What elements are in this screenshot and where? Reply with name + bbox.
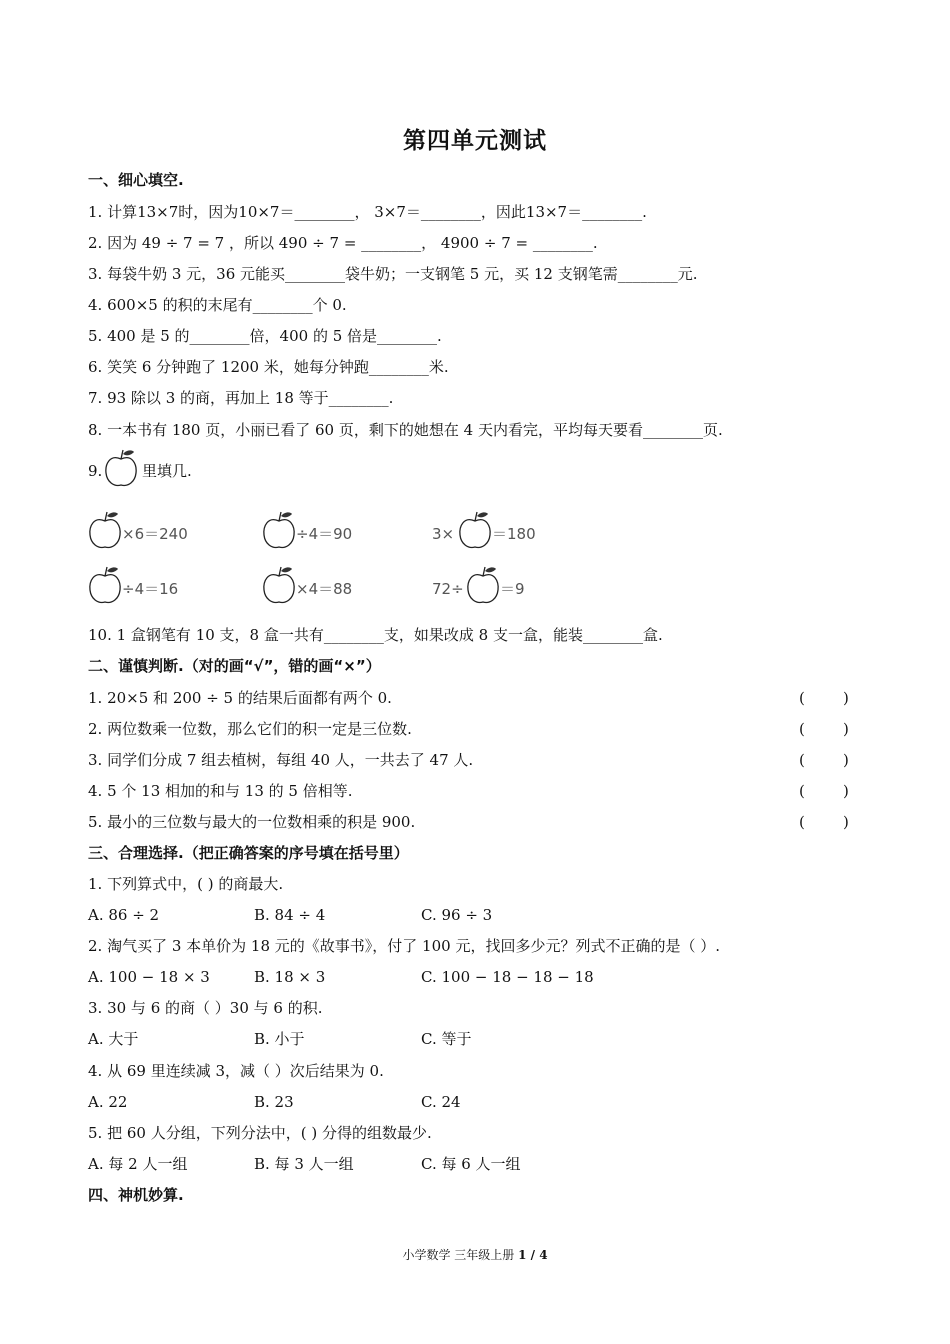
choice-option-b[interactable]: B. 18 × 3: [254, 968, 326, 986]
choice-option-b[interactable]: B. 小于: [254, 1030, 305, 1048]
fill-question-7: 7. 93 除以 3 的商，再加上 18 等于________.: [88, 389, 394, 407]
choice-option-c[interactable]: C. 等于: [421, 1030, 472, 1048]
choice-option-b[interactable]: B. 84 ÷ 4: [254, 906, 326, 924]
apple-icon: [458, 510, 492, 550]
choice-question-1: 1. 下列算式中，( ) 的商最大.: [88, 875, 284, 893]
fill-question-8: 8. 一本书有 180 页，小丽已看了 60 页，剩下的她想在 4 天内看完，平均每天要看________页.: [88, 421, 723, 439]
answer-parentheses[interactable]: ( ): [799, 689, 849, 707]
choice-question-2: 2. 淘气买了 3 本单价为 18 元的《故事书》，付了 100 元，找回多少元？列式不正确的是（ ）.: [88, 937, 720, 955]
apple-icon: [466, 565, 500, 605]
apple-equation-4: ÷4＝16: [122, 580, 179, 598]
judge-question-1: 1. 20×5 和 200 ÷ 5 的结果后面都有两个 0.: [88, 689, 392, 707]
choice-question-4: 4. 从 69 里连续减 3，减（ ）次后结果为 0.: [88, 1062, 384, 1080]
fill-question-9-text: 里填几.: [142, 462, 192, 480]
fill-question-4: 4. 600×5 的积的末尾有________个 0.: [88, 296, 347, 314]
page-number: 1 / 4: [518, 1248, 548, 1262]
fill-question-3: 3. 每袋牛奶 3 元，36 元能买________袋牛奶；一支钢笔 5 元，买 12 支钢笔需________元.: [88, 265, 698, 283]
apple-equation-3-prefix: 3×: [432, 525, 455, 543]
choice-option-a[interactable]: A. 86 ÷ 2: [88, 906, 160, 924]
answer-parentheses[interactable]: ( ): [799, 813, 849, 831]
fill-question-1: 1. 计算13×7时，因为10×7＝________， 3×7＝________，因此13×7＝________.: [88, 203, 647, 221]
choice-option-c[interactable]: C. 每 6 人一组: [421, 1155, 521, 1173]
fill-question-6: 6. 笑笑 6 分钟跑了 1200 米，她每分钟跑________米.: [88, 358, 449, 376]
fill-question-2: 2. 因为 49 ÷ 7 = 7 ，所以 490 ÷ 7 = ________， 4900 ÷ 7 = ________.: [88, 234, 598, 252]
choice-option-a[interactable]: A. 每 2 人一组: [88, 1155, 188, 1173]
choice-option-a[interactable]: A. 大于: [88, 1030, 139, 1048]
answer-parentheses[interactable]: ( ): [799, 782, 849, 800]
apple-icon: [88, 510, 122, 550]
choice-question-3: 3. 30 与 6 的商（ ）30 与 6 的积.: [88, 999, 323, 1017]
choice-option-c[interactable]: C. 24: [421, 1093, 461, 1111]
judge-question-3: 3. 同学们分成 7 组去植树，每组 40 人，一共去了 47 人.: [88, 751, 474, 769]
judge-question-2: 2. 两位数乘一位数，那么它们的积一定是三位数.: [88, 720, 412, 738]
apple-equation-3: ＝180: [492, 525, 536, 543]
apple-equation-5: ×4＝88: [296, 580, 353, 598]
section-heading-fill: 一、细心填空.: [88, 171, 184, 189]
choice-option-b[interactable]: B. 23: [254, 1093, 294, 1111]
apple-icon: [262, 510, 296, 550]
section-heading-calc: 四、神机妙算.: [88, 1186, 184, 1204]
choice-option-a[interactable]: A. 100 − 18 × 3: [88, 968, 210, 986]
fill-question-5: 5. 400 是 5 的________倍，400 的 5 倍是________.: [88, 327, 442, 345]
apple-equation-1: ×6＝240: [122, 525, 188, 543]
apple-equation-6: ＝9: [500, 580, 525, 598]
choice-option-c[interactable]: C. 96 ÷ 3: [421, 906, 493, 924]
choice-question-5: 5. 把 60 人分组，下列分法中，( ) 分得的组数最少.: [88, 1124, 432, 1142]
apple-icon: [104, 448, 138, 488]
choice-option-a[interactable]: A. 22: [88, 1093, 128, 1111]
fill-question-9-number: 9.: [88, 462, 103, 480]
section-heading-choice: 三、合理选择.（把正确答案的序号填在括号里）: [88, 844, 409, 862]
judge-question-5: 5. 最小的三位数与最大的一位数相乘的积是 900.: [88, 813, 416, 831]
section-heading-judge: 二、谨慎判断.（对的画“√”，错的画“×”）: [88, 657, 381, 675]
page-title: 第四单元测试: [403, 127, 547, 154]
fill-question-10: 10. 1 盒钢笔有 10 支，8 盒一共有________支，如果改成 8 支一盒，能装________盒.: [88, 626, 663, 644]
apple-equation-2: ÷4＝90: [296, 525, 353, 543]
answer-parentheses[interactable]: ( ): [799, 720, 849, 738]
footer-text: 小学数学 三年级上册: [402, 1248, 515, 1262]
judge-question-4: 4. 5 个 13 相加的和与 13 的 5 倍相等.: [88, 782, 353, 800]
answer-parentheses[interactable]: ( ): [799, 751, 849, 769]
apple-equation-6-prefix: 72÷: [432, 580, 464, 598]
apple-icon: [88, 565, 122, 605]
apple-icon: [262, 565, 296, 605]
page-footer: [0, 1246, 950, 1263]
choice-option-c[interactable]: C. 100 − 18 − 18 − 18: [421, 968, 594, 986]
choice-option-b[interactable]: B. 每 3 人一组: [254, 1155, 354, 1173]
